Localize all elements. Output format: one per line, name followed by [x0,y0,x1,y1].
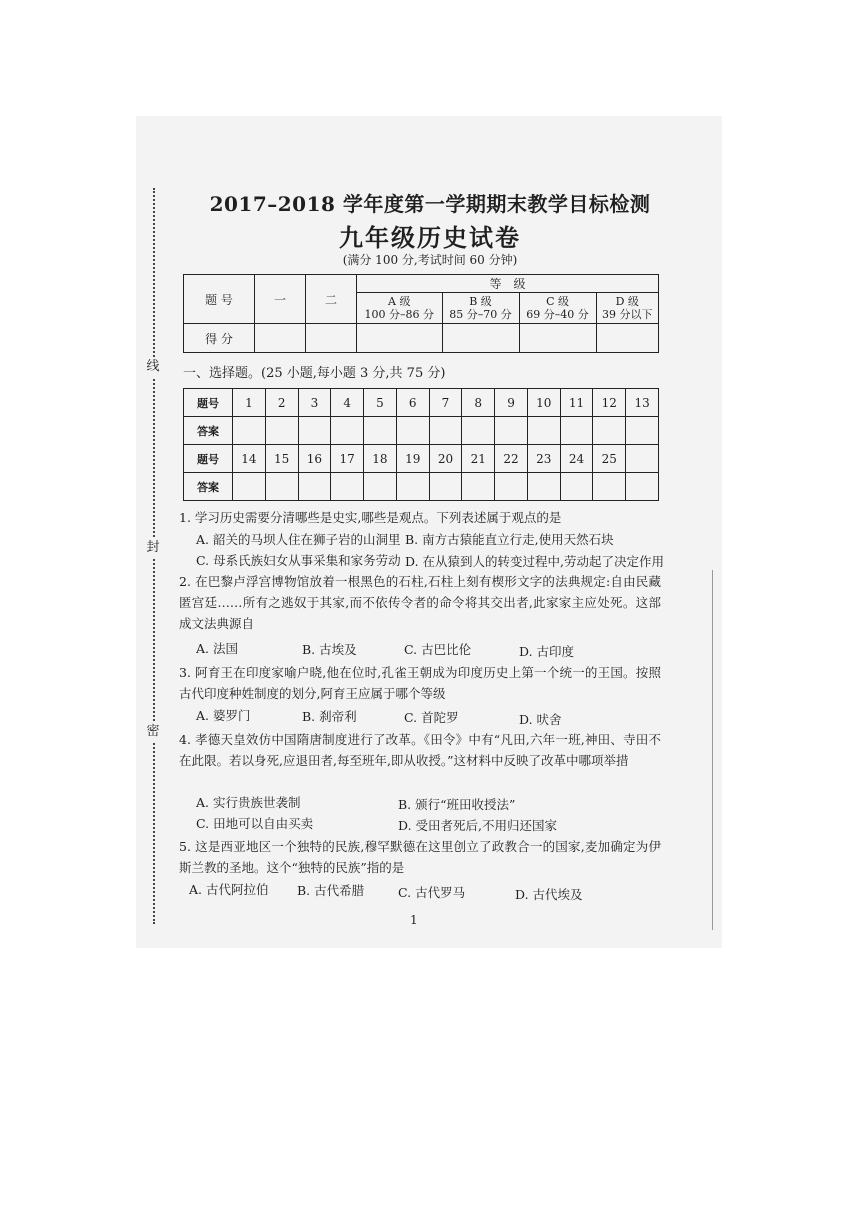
row1-answer-cell[interactable] [429,417,462,445]
grade-c: C 级 69 分–40 分 [519,293,596,324]
row2-answer-cell[interactable] [396,473,429,501]
question-4-option-a[interactable]: A. 实行贵族世袭制 [196,795,301,810]
row2-answer-cell[interactable] [626,473,659,501]
question-1-option-d[interactable]: D. 在从猿到人的转变过程中,劳动起了决定作用 [405,554,664,569]
grade-header: 等 级 [357,275,659,293]
score-col-one: 一 [255,275,306,324]
row1-answer-cell[interactable] [495,417,528,445]
score-cell[interactable] [519,324,596,353]
question-5-option-d[interactable]: D. 古代埃及 [515,887,583,902]
row1-number-cell: 7 [429,389,462,417]
row2-answer-cell[interactable] [462,473,495,501]
row1-answer-cell[interactable] [560,417,593,445]
num-label: 题号 [184,445,233,473]
row1-number-cell: 6 [396,389,429,417]
score-col-two: 二 [306,275,357,324]
grade-b: B 级 85 分–70 分 [442,293,519,324]
row2-answer-cell[interactable] [331,473,364,501]
question-3-option-d[interactable]: D. 吠舍 [519,712,562,727]
binding-mark-xian: 线 [143,357,163,377]
page-number: 1 [410,913,418,927]
row1-answer-cell[interactable] [593,417,626,445]
row1-number-cell: 8 [462,389,495,417]
question-1-stem: 1. 学习历史需要分清哪些是史实,哪些是观点。下列表述属于观点的是 [179,510,562,525]
row2-answer-cell[interactable] [593,473,626,501]
row2-number-cell: 21 [462,445,495,473]
row2-number-cell: 17 [331,445,364,473]
question-1-option-b[interactable]: B. 南方古猿能直立行走,使用天然石块 [405,532,614,547]
exam-title: 2017–2018 学年度第一学期期末教学目标检测 [209,192,651,216]
row2-number-cell: 25 [593,445,626,473]
row2-answer-cell[interactable] [233,473,266,501]
grade-a: A 级 100 分–86 分 [357,293,443,324]
question-3-option-b[interactable]: B. 刹帝利 [302,709,357,724]
answer-label: 答案 [184,473,233,501]
row1-answer-cell[interactable] [527,417,560,445]
row2-number-cell: 19 [396,445,429,473]
question-4-stem: 4. 孝德天皇效仿中国隋唐制度进行了改革。《田令》中有“凡田,六年一班,神田、寺田不在此限。若以身死,应退田者,每至班年,即从收授。”这材料中反映了改革中哪项举措 [179,732,661,768]
answer-table [183,388,659,501]
row1-number-cell: 13 [626,389,659,417]
row2-number-cell: 24 [560,445,593,473]
row2-number-cell: 20 [429,445,462,473]
question-5-option-b[interactable]: B. 古代希腊 [297,883,365,898]
row1-number-cell: 3 [298,389,331,417]
row1-answer-cell[interactable] [396,417,429,445]
question-5-stem: 5. 这是西亚地区一个独特的民族,穆罕默德在这里创立了政教合一的国家,麦加确定为伊斯兰教的圣地。这个“独特的民族”指的是 [179,839,661,875]
question-1-option-a[interactable]: A. 韶关的马坝人住在狮子岩的山洞里 [196,532,401,547]
row1-answer-cell[interactable] [626,417,659,445]
row1-number-cell: 12 [593,389,626,417]
question-1-option-c[interactable]: C. 母系氏族妇女从事采集和家务劳动 [196,553,401,568]
row1-number-cell: 1 [233,389,266,417]
row1-number-cell: 5 [364,389,397,417]
question-5-option-c[interactable]: C. 古代罗马 [398,885,466,900]
answer-label: 答案 [184,417,233,445]
row1-number-cell: 4 [331,389,364,417]
exam-info: (满分 100 分,考试时间 60 分钟) [342,253,518,267]
exam-subject-title: 九年级历史试卷 [339,223,521,252]
row2-number-cell: 14 [233,445,266,473]
row1-answer-cell[interactable] [233,417,266,445]
row1-number-cell: 9 [495,389,528,417]
question-2-stem: 2. 在巴黎卢浮宫博物馆放着一根黑色的石柱,石柱上刻有楔形文字的法典规定:自由民藏匿宫廷……所有之逃奴于其家,而不依传令者的命令将其交出者,此家家主应处死。这部成文法典源自 [179,574,661,631]
section-heading: 一、选择题。(25 小题,每小题 3 分,共 75 分) [183,366,446,381]
row2-number-cell: 15 [265,445,298,473]
question-2-option-b[interactable]: B. 古埃及 [302,642,357,657]
score-label: 得 分 [184,324,255,353]
binding-mark-feng: 封 [143,538,163,558]
score-table [183,274,659,353]
row2-answer-cell[interactable] [527,473,560,501]
row2-answer-cell[interactable] [364,473,397,501]
page-edge-line [712,570,713,930]
score-cell[interactable] [255,324,306,353]
row2-number-cell: 22 [495,445,528,473]
question-3-option-a[interactable]: A. 婆罗门 [196,708,251,723]
row1-answer-cell[interactable] [298,417,331,445]
grade-d: D 级 39 分以下 [596,293,658,324]
score-cell[interactable] [357,324,443,353]
score-cell[interactable] [596,324,658,353]
row1-number-cell: 10 [527,389,560,417]
row1-number-cell: 11 [560,389,593,417]
score-row-label: 题 号 [184,275,255,324]
row1-answer-cell[interactable] [265,417,298,445]
row1-answer-cell[interactable] [462,417,495,445]
question-4-option-c[interactable]: C. 田地可以自由买卖 [196,816,314,831]
score-cell[interactable] [442,324,519,353]
question-4-option-d[interactable]: D. 受田者死后,不用归还国家 [398,818,557,833]
row1-answer-cell[interactable] [331,417,364,445]
question-5-option-a[interactable]: A. 古代阿拉伯 [189,882,269,897]
row2-number-cell: 18 [364,445,397,473]
question-4-option-b[interactable]: B. 颁行“班田收授法” [398,797,516,812]
score-cell[interactable] [306,324,357,353]
row2-answer-cell[interactable] [429,473,462,501]
num-label: 题号 [184,389,233,417]
row2-number-cell: 16 [298,445,331,473]
question-2-option-c[interactable]: C. 古巴比伦 [404,642,472,657]
row2-number-cell [626,445,659,473]
row2-answer-cell[interactable] [298,473,331,501]
question-2-option-a[interactable]: A. 法国 [196,641,238,656]
row2-number-cell: 23 [527,445,560,473]
row1-answer-cell[interactable] [364,417,397,445]
question-3-stem: 3. 阿育王在印度家喻户晓,他在位时,孔雀王朝成为印度历史上第一个统一的王国。按照古代印度种姓制度的划分,阿育王应属于哪个等级 [179,665,661,701]
question-3-option-c[interactable]: C. 首陀罗 [404,710,459,725]
question-2-option-d[interactable]: D. 古印度 [519,644,575,659]
row1-number-cell: 2 [265,389,298,417]
row2-answer-cell[interactable] [560,473,593,501]
row2-answer-cell[interactable] [495,473,528,501]
binding-mark-mi: 密 [143,722,163,742]
row2-answer-cell[interactable] [265,473,298,501]
